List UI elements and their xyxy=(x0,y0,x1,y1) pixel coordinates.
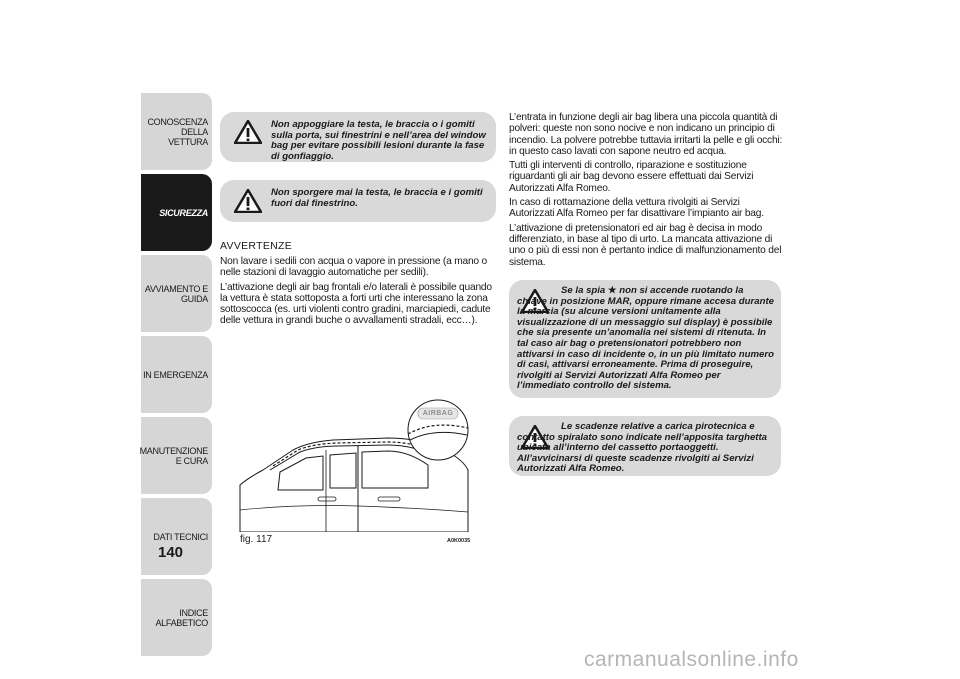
tab-label: SICUREZZA xyxy=(159,207,208,218)
tab-dati-tecnici[interactable] xyxy=(141,498,212,575)
right-body-text xyxy=(509,112,785,271)
section-heading: AVVERTENZE xyxy=(220,240,293,252)
warning-text-rest: non si accende ruotando la chiave in posizione MAR, oppure rimane accesa durante la marcia (su alcune versioni unitamente alla visualizzazione di un messaggio sul display) è possibile che sia presente un’anomalia nei sistemi di ritenuta. In tal caso air bag o pretensionatori potrebbero non attivarsi in caso di incidente o, in un più limitato numero di casi, attivarsi erroneamente. Prima di proseguire, rivolgiti ai Servizi Autorizzati Alfa Romeo per l’immediato controllo del sistema. xyxy=(517,285,774,392)
chapter-tabs xyxy=(141,93,212,660)
tab-indice[interactable] xyxy=(141,579,212,656)
warning-text-3 xyxy=(517,286,775,392)
warning-text-1: Non appoggiare la testa, le braccia o i gomiti sulla porta, sui finestrini e nell’area del window bag per evitare possibili lesioni durante la fase di gonfiaggio. xyxy=(271,119,486,162)
watermark: carmanualsonline.info xyxy=(584,648,799,671)
tab-avviamento[interactable] xyxy=(141,255,212,332)
tab-label: IN EMERGENZA xyxy=(143,369,208,380)
tab-manutenzione[interactable] xyxy=(141,417,212,494)
warning-text-2: Non sporgere mai la testa, le braccia e i gomiti fuori dal finestrino. xyxy=(271,187,483,209)
tab-emergenza[interactable] xyxy=(141,336,212,413)
page-number: 140 xyxy=(158,544,184,561)
left-body-text xyxy=(220,256,492,330)
warning-box-3 xyxy=(509,280,781,398)
tab-conoscenza[interactable] xyxy=(141,93,212,170)
paragraph: Tutti gli interventi di controllo, riparazione e sostituzione riguardanti gli air bag devono essere effettuati dai Servizi Autorizzati Alfa Romeo. xyxy=(509,160,754,194)
warning-text-4: Le scadenze relative a carica pirotecnica e contatto spiralato sono indicate nell’apposita targhetta ubicata all’interno del cassetto portaoggetti. All’avvicinarsi di queste scadenze rivolgiti ai Servizi Autorizzati Alfa Romeo. xyxy=(517,421,768,475)
figure-label: fig. 117 xyxy=(240,534,273,545)
paragraph: In caso di rottamazione della vettura rivolgiti ai Servizi Autorizzati Alfa Romeo per far disattivare l’impianto air bag. xyxy=(509,197,764,220)
tab-sicurezza[interactable] xyxy=(141,174,212,251)
warning-box-2 xyxy=(220,180,496,222)
warning-triangle-icon xyxy=(234,189,262,213)
paragraph: L’entrata in funzione degli air bag libera una piccola quantità di polveri: queste non sono nocive e non indicano un principio di incendio. La polvere potrebbe tuttavia irritarti la pelle e gli occhi: in questo caso lavati con sapone neutro ed acqua. xyxy=(509,112,783,157)
airbag-warning-light-icon: ★ xyxy=(607,285,617,296)
warning-text-start: Se la spia xyxy=(561,285,606,296)
warning-box-1 xyxy=(220,112,496,162)
warning-box-4 xyxy=(509,416,781,476)
tab-label: DATI TECNICI xyxy=(153,531,208,542)
warning-triangle-icon xyxy=(234,120,262,144)
tab-label: CONOSCENZA DELLA VETTURA xyxy=(147,116,208,147)
tab-label: INDICE ALFABETICO xyxy=(155,607,208,628)
figure-code: A0K0035 xyxy=(447,538,471,544)
paragraph: Non lavare i sedili con acqua o vapore in pressione (a mano o nelle stazioni di lavaggio automatiche per sedili). xyxy=(220,256,487,279)
paragraph: L’attivazione degli air bag frontali e/o laterali è possibile quando la vettura è stata sottoposta a forti urti che interessano la zona sottoscocca (es. urti violenti contro gradini, marciapiedi, cadute delle vettura in grandi buche o avvallamenti stradali, ecc…). xyxy=(220,281,492,327)
tab-label: AVVIAMENTO E GUIDA xyxy=(144,283,208,304)
paragraph: L’attivazione di pretensionatori ed air bag è decisa in modo differenziato, in base al tipo di urto. La mancata attivazione di uno o più di essi non è pertanto indice di malfunzionamento del sistema. xyxy=(509,222,782,268)
airbag-badge-text: AIRBAG xyxy=(422,410,454,417)
tab-label: MANUTENZIONE E CURA xyxy=(139,445,208,466)
car-window-airbag-illustration xyxy=(238,380,470,532)
